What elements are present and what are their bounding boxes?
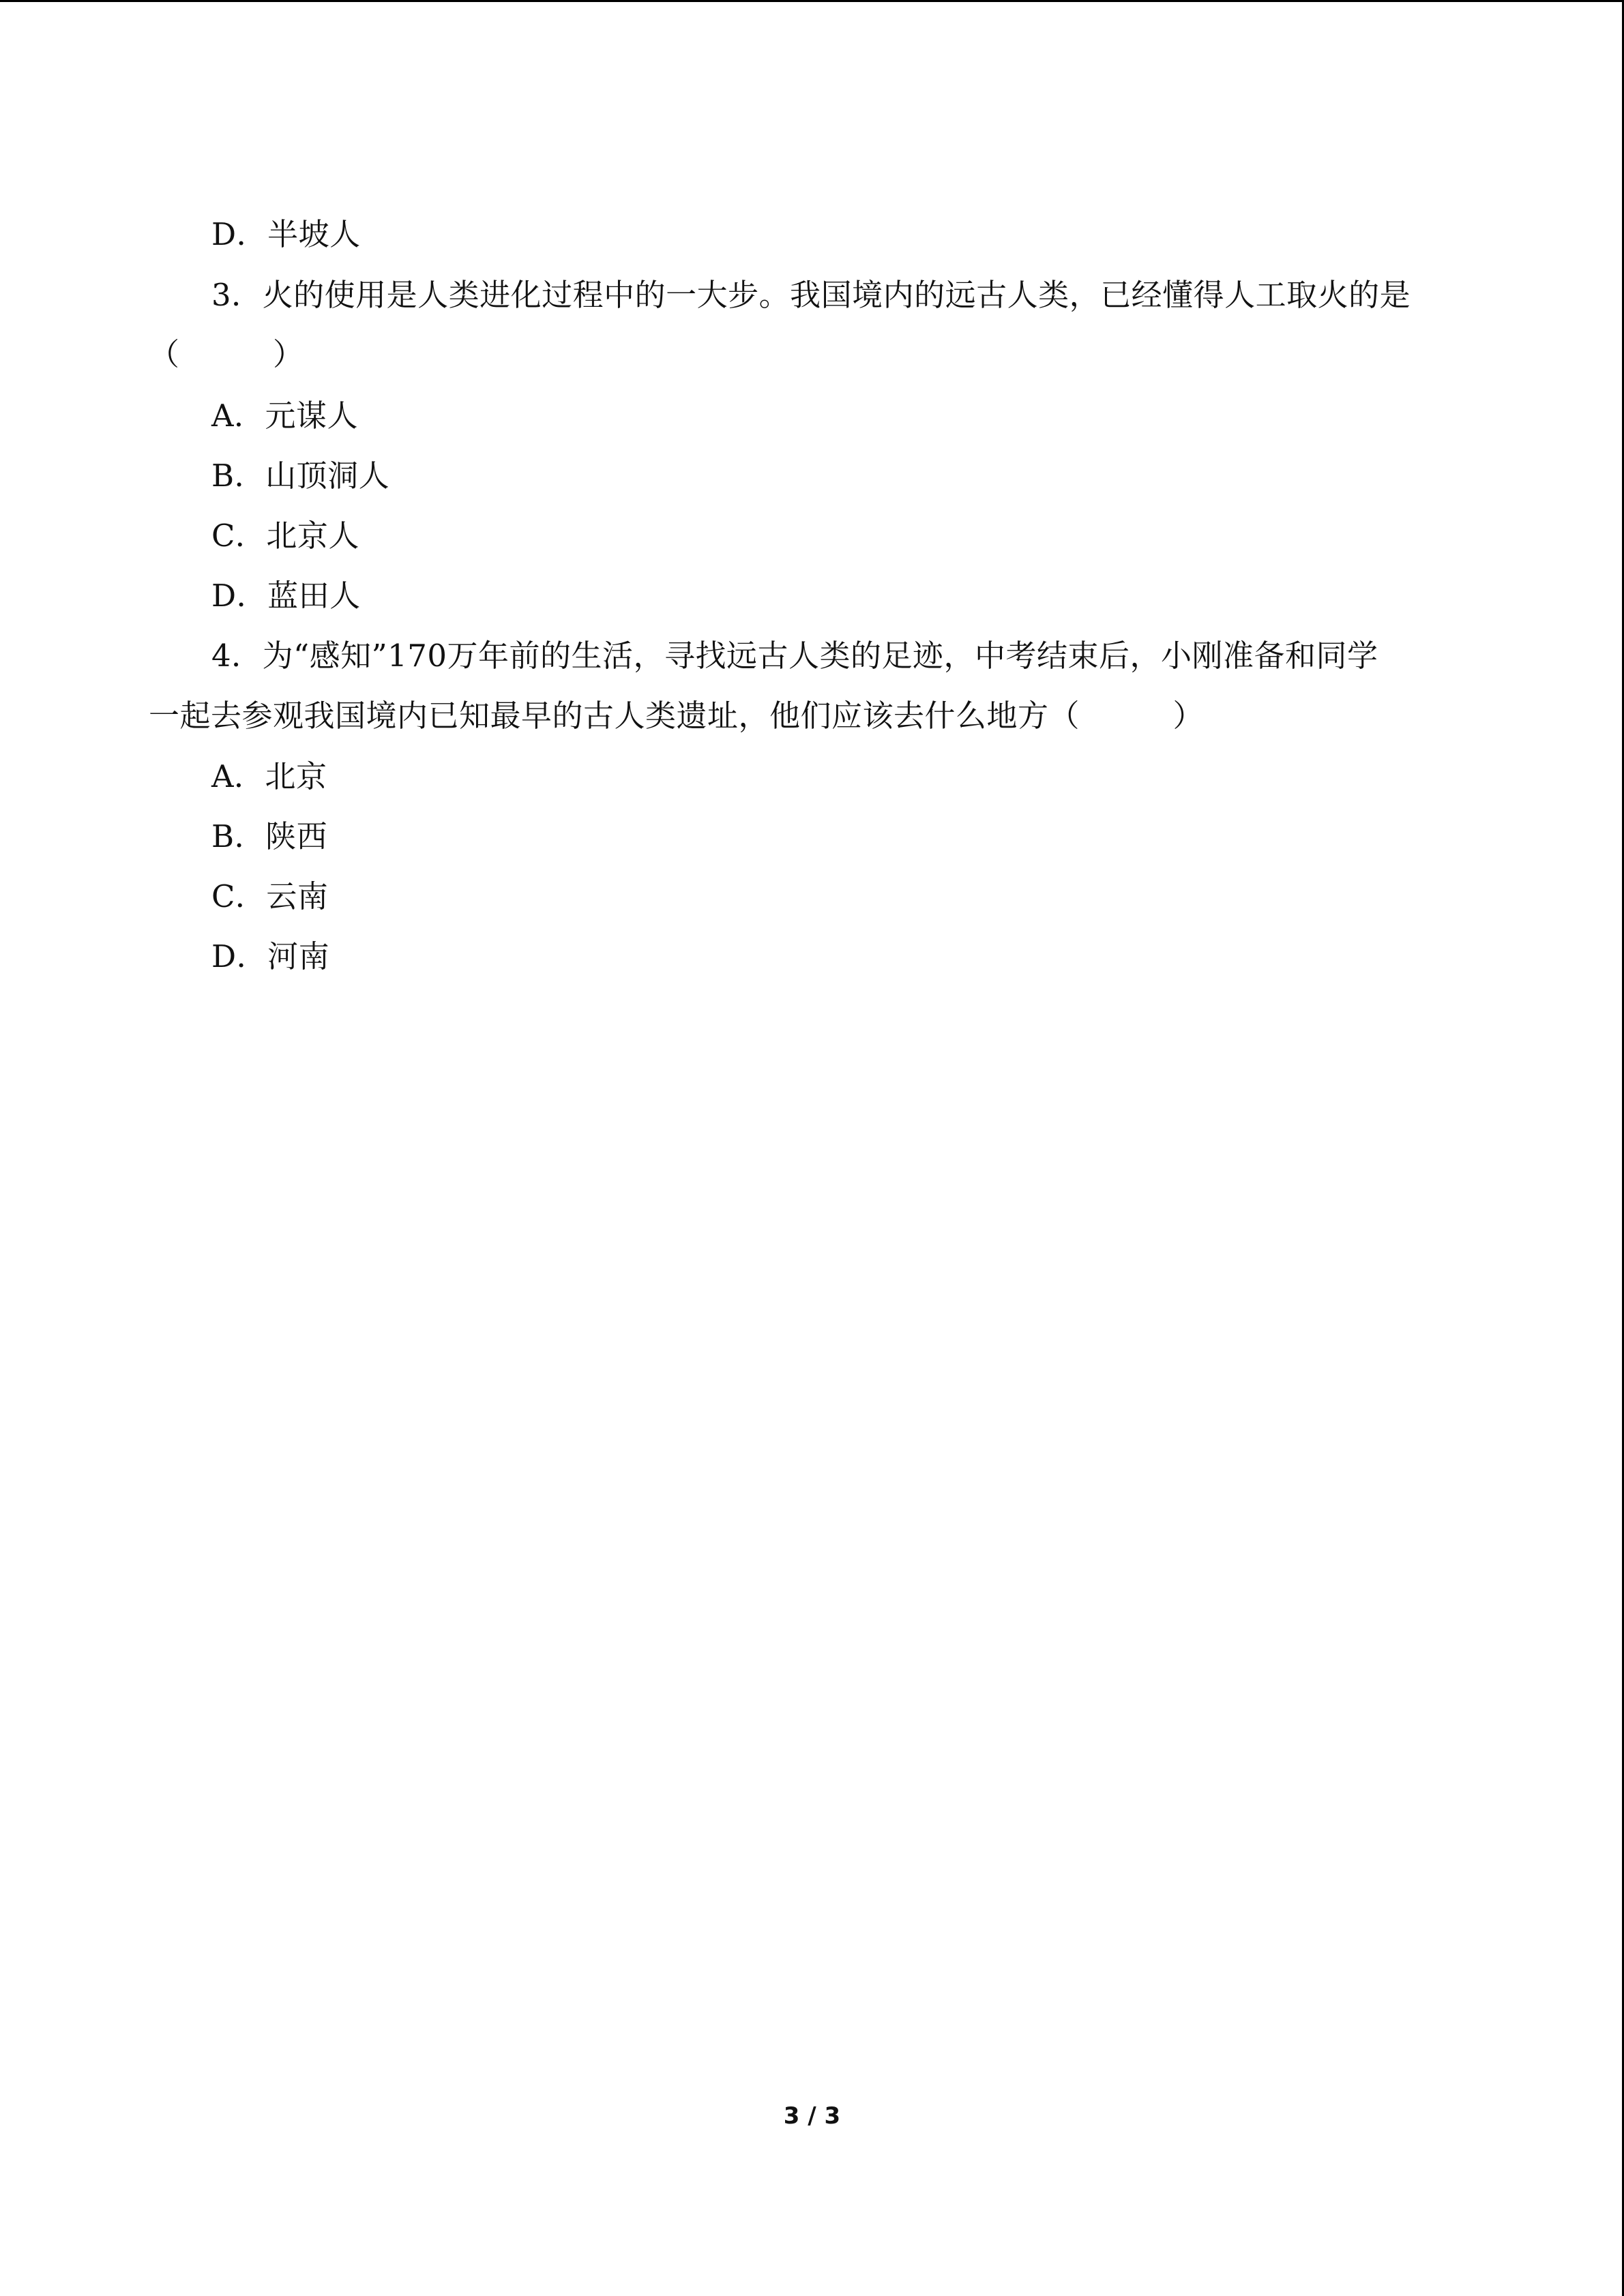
page-border-top xyxy=(0,0,1624,2)
question-4-line-2: 一起去参观我国境内已知最早的古人类遗址，他们应该去什么地方（ ） xyxy=(149,698,1205,734)
page-number: 3 / 3 xyxy=(783,2102,841,2130)
option-3c: C．北京人 xyxy=(211,518,359,554)
option-3d: D．蓝田人 xyxy=(211,578,361,614)
option-4b: B．陕西 xyxy=(211,818,328,854)
option-4c: C．云南 xyxy=(211,878,329,914)
question-3-line-1: 3．火的使用是人类进化过程中的一大步。我国境内的远古人类，已经懂得人工取火的是 xyxy=(211,277,1411,313)
option-3a: A．元谋人 xyxy=(211,398,358,434)
option-4d: D．河南 xyxy=(211,938,330,974)
option-2d: D．半坡人 xyxy=(211,216,361,252)
question-3-line-2: （ ） xyxy=(149,336,304,372)
question-4-line-1: 4．为“感知”170万年前的生活，寻找远古人类的足迹，中考结束后，小刚准备和同学 xyxy=(211,638,1378,674)
option-4a: A．北京 xyxy=(211,758,327,794)
option-3b: B．山顶洞人 xyxy=(211,458,390,494)
